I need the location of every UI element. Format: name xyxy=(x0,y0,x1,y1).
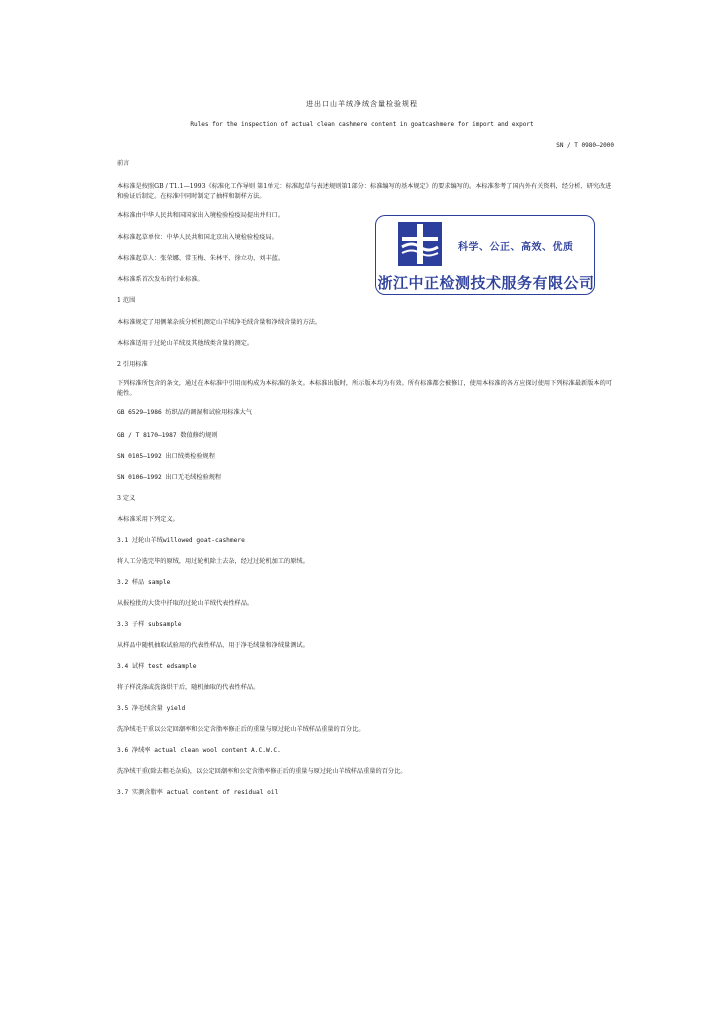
definition-term: 3.5 净毛绒含量 yield xyxy=(117,705,186,712)
standard-number: SN / T 0980—2000 xyxy=(556,142,614,149)
reference-item: GB 6529—1986 纺织品的调湿和试验用标准大气 xyxy=(117,409,253,416)
paragraph: 下列标准所包含的条文，通过在本标准中引用而构成为本标准的条文。本标准出版时，所示版本均为有效。所有标准都会被修订，使用本标准的各方应探讨使用下列标准最新版本的可能性。 xyxy=(117,380,612,397)
definition-term: 3.7 实测含脂率 actual content of residual oil xyxy=(117,789,279,796)
definition-term: 3.2 样品 sample xyxy=(117,579,171,586)
reference-item: GB / T 8170—1987 数值修约规则 xyxy=(117,432,218,439)
paragraph: 洗净绒毛干重以公定回潮率和公定含脂率修正后的重量与原过轮山羊绒样品重量的百分比。 xyxy=(117,726,365,733)
stamp-company-name: 浙江中正检测技术服务有限公司 xyxy=(377,274,595,292)
paragraph: 从报检批的大货中扦取的过轮山羊绒代表性样品。 xyxy=(117,600,254,607)
reference-item: SN 0105—1992 出口绒类检验规程 xyxy=(117,453,215,460)
paragraph: 本标准系首次发布的行业标准。 xyxy=(117,276,204,283)
section-heading-scope: 1 范围 xyxy=(117,297,136,304)
paragraph: 从样品中随机抽取试验用的代表性样品，用于净毛绒量和净绒量测试。 xyxy=(117,642,309,649)
paragraph: 将人工分选完毕的原绒，用过轮机除土去杂，经过过轮机加工的原绒。 xyxy=(117,558,309,565)
document-title-cn: 进出口山羊绒净绒含量检验规程 xyxy=(306,100,418,108)
paragraph: 本标准是按照GB / T1.1—1993《标准化工作导则 第1单元：标准起草与表述规则第1部分：标准编写的基本规定》的要求编写的。本标准参考了国内外有关资料，经分析、研究改进和验证后制定。在标准中同时制定了抽样和制样方法。 xyxy=(117,183,612,200)
paragraph: 本标准起草人：张荣娜、常玉梅、朱林平、徐立功、刘丰蓝。 xyxy=(117,255,285,262)
paragraph: 本标准采用下列定义。 xyxy=(117,516,179,523)
section-heading-foreword: 前言 xyxy=(117,160,130,167)
paragraph: 将子样洗涤或洗涤烘干后，随机抽取的代表性样品。 xyxy=(117,684,260,691)
section-heading-definitions: 3 定义 xyxy=(117,495,136,502)
definition-term: 3.3 子样 subsample xyxy=(117,621,182,628)
definition-term: 3.4 试样 test edsample xyxy=(117,663,197,670)
paragraph: 本标准适用于过轮山羊绒及其他绒类含量的测定。 xyxy=(117,340,254,347)
paragraph: 本标准规定了用侧莱杂质分析机测定山羊绒净毛绒含量和净绒含量的方法。 xyxy=(117,319,322,326)
paragraph: 本标准由中华人民共和国国家出入境检验检疫局提出并归口。 xyxy=(117,212,285,219)
section-heading-references: 2 引用标准 xyxy=(117,361,148,368)
definition-term: 3.1 过轮山羊绒willowed goat-cashmere xyxy=(117,537,245,544)
company-stamp xyxy=(375,215,595,295)
logo-caption: 中 正 检 测 xyxy=(404,255,438,260)
paragraph: 本标准起草单位：中华人民共和国北京出入境检验检疫局。 xyxy=(117,234,278,241)
stamp-slogan: 科学、公正、高效、优质 xyxy=(458,242,574,253)
definition-term: 3.6 净绒率 actual clean wool content A.C.W.C. xyxy=(117,747,281,754)
reference-item: SN 0106—1992 出口无毛绒检验规程 xyxy=(117,474,222,481)
paragraph: 洗净绒干重(除去粗毛杂质)，以公定回潮率和公定含脂率修正后的重量与原过轮山羊绒样品重量的百分比。 xyxy=(117,768,407,775)
document-title-en: Rules for the inspection of actual clean cashmere content in goatcashmere for import and export xyxy=(190,121,534,128)
